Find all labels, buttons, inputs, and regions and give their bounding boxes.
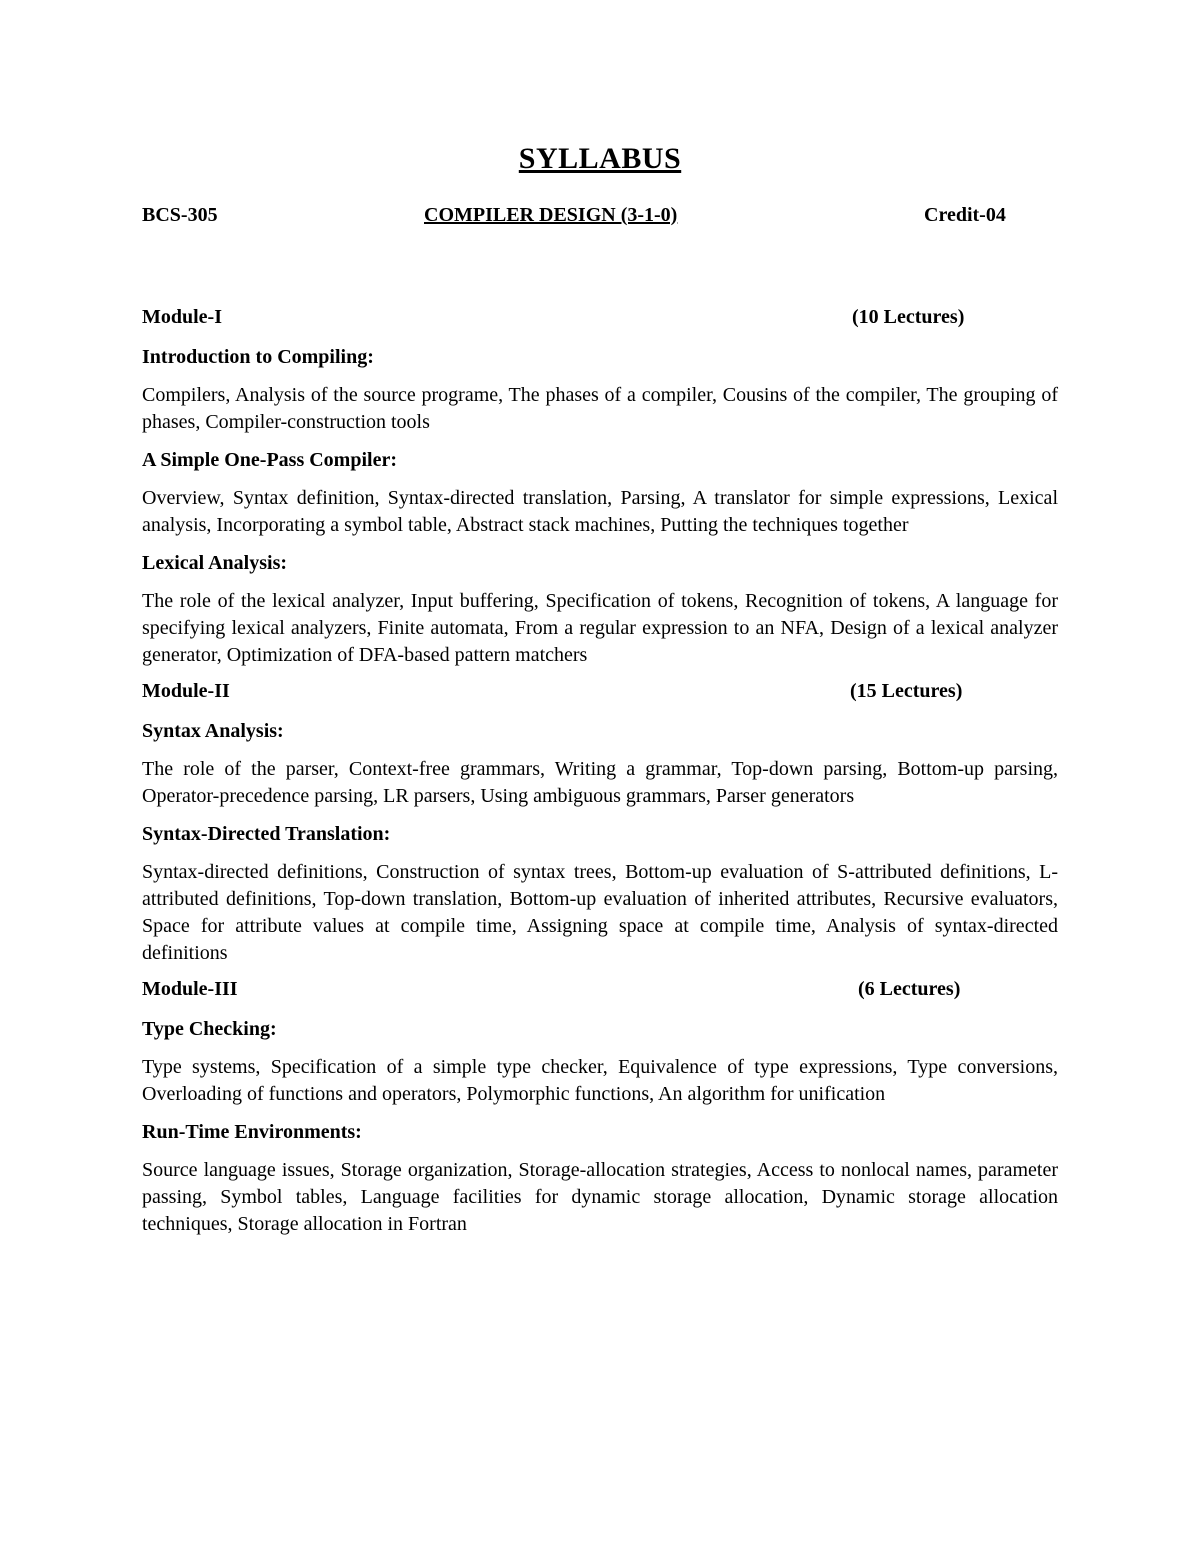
section-heading: Lexical Analysis: (142, 552, 288, 574)
section-body: Syntax-directed definitions, Construction of syntax trees, Bottom-up evaluation of S-attributed definitions, L-attributed definitions, Top-down translation, Bottom-up evaluation of inherited attributes, Recursive evaluators, Space for attribute values at compile time, Assigning space at compile time, Analysis of syntax-directed definitions (142, 861, 1058, 964)
section-heading: Syntax Analysis: (142, 720, 284, 742)
section-heading: Introduction to Compiling: (142, 346, 374, 368)
page-title: SYLLABUS (518, 142, 682, 175)
syllabus-content (142, 306, 1058, 1249)
course-credit: Credit-04 (924, 204, 1006, 226)
section-body: Type systems, Specification of a simple type checker, Equivalence of type expressions, Type conversions, Overloading of functions and operators, Polymorphic functions, An algorithm for unification (142, 1056, 1058, 1105)
section-body: The role of the parser, Context-free grammars, Writing a grammar, Top-down parsing, Bottom-up parsing, Operator-precedence parsing, LR parsers, Using ambiguous grammars, Parser generators (142, 758, 1058, 807)
section-body: Source language issues, Storage organization, Storage-allocation strategies, Access to nonlocal names, parameter passing, Symbol tables, Language facilities for dynamic storage allocation, Dynamic storage allocation techniques, Storage allocation in Fortran (142, 1159, 1058, 1235)
section-body: Compilers, Analysis of the source programe, The phases of a compiler, Cousins of the compiler, The grouping of phases, Compiler-construction tools (142, 384, 1058, 433)
module-lectures: (15 Lectures) (850, 680, 963, 702)
module-label: Module-I (142, 306, 222, 328)
section-heading: Syntax-Directed Translation: (142, 823, 391, 845)
course-header (142, 204, 1042, 234)
module-3-header (142, 978, 1058, 1005)
module-2-header (142, 680, 1058, 707)
course-name: COMPILER DESIGN (3-1-0) (424, 204, 678, 226)
module-lectures: (10 Lectures) (852, 306, 965, 328)
module-label: Module-II (142, 680, 230, 702)
module-label: Module-III (142, 978, 238, 1000)
course-code: BCS-305 (142, 204, 218, 226)
section-body: The role of the lexical analyzer, Input buffering, Specification of tokens, Recognition of tokens, A language for specifying lexical analyzers, Finite automata, From a regular expression to an NFA, Design of a lexical analyzer generator, Optimization of DFA-based pattern matchers (142, 590, 1058, 666)
section-body: Overview, Syntax definition, Syntax-directed translation, Parsing, A translator for simple expressions, Lexical analysis, Incorporating a symbol table, Abstract stack machines, Putting the techniques together (142, 487, 1058, 536)
section-heading: Run-Time Environments: (142, 1121, 362, 1143)
section-heading: Type Checking: (142, 1018, 277, 1040)
module-1-header (142, 306, 1058, 333)
section-heading: A Simple One-Pass Compiler: (142, 449, 397, 471)
module-lectures: (6 Lectures) (858, 978, 961, 1000)
